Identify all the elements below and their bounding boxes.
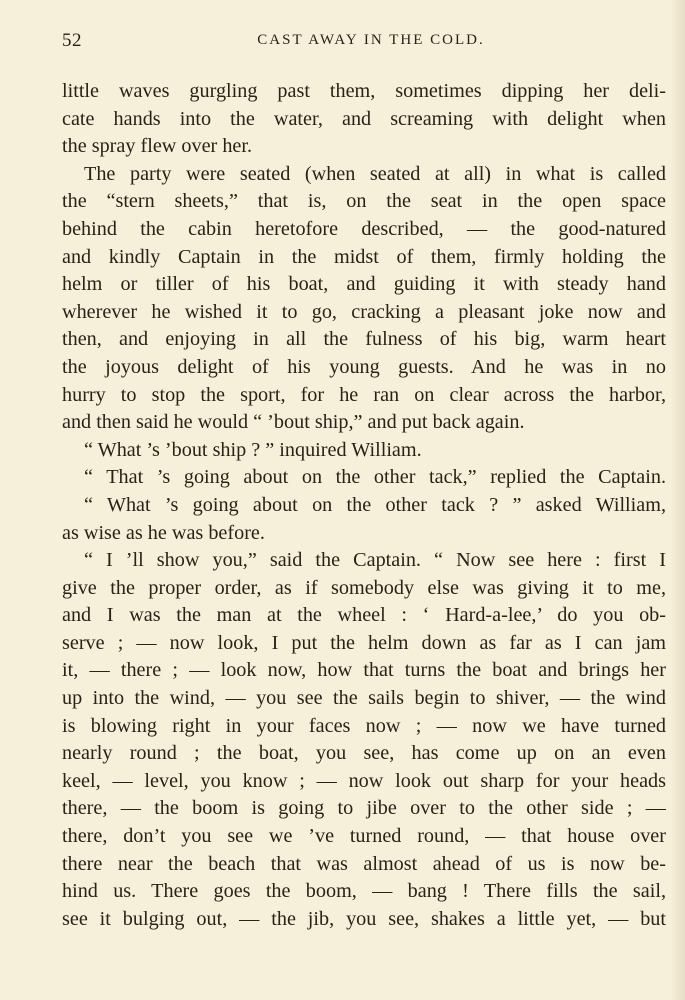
text-line: then, and enjoying in all the fulness of his big, warm heart [62,328,666,351]
text-line: there, don’t you see we ’ve turned round, — that house over [62,825,666,848]
text-line: give the proper order, as if somebody else was giving it to me, [62,576,666,599]
page-header [62,30,666,58]
text-line: there near the beach that was almost ahead of us is now be- [62,852,666,875]
page-edge-shadow [671,0,685,1000]
text-line: is blowing right in your faces now ; — now we have turned [62,714,666,737]
text-line: the joyous delight of his young guests. And he was in no [62,355,666,378]
running-head: CAST AWAY IN THE COLD. [257,32,485,48]
text-line: the “stern sheets,” that is, on the seat in the open space [62,190,666,213]
text-line: it, — there ; — look now, how that turns the boat and brings her [62,659,666,682]
text-line: and then said he would “ ’bout ship,” and put back again. [62,411,525,434]
text-line: The party were seated (when seated at all) in what is called [84,162,666,185]
text-line: as wise as he was before. [62,521,265,544]
text-line: “ What ’s ’bout ship ? ” inquired William. [84,438,422,461]
text-line: little waves gurgling past them, sometimes dipping her deli- [62,80,666,102]
text-line: up into the wind, — you see the sails begin to shiver, — the wind [62,687,666,710]
text-line: hurry to stop the sport, for he ran on clear across the harbor, [62,383,666,406]
text-line: and kindly Captain in the midst of them, firmly holding the [62,245,666,268]
text-line: there, — the boom is going to jibe over to the other side ; — [62,797,666,820]
text-line: hind us. There goes the boom, — bang ! There fills the sail, [62,880,666,903]
body-text [62,78,666,933]
text-line: “ I ’ll show you,” said the Captain. “ Now see here : first I [84,549,666,572]
text-line: serve ; — now look, I put the helm down as far as I can jam [62,631,666,654]
text-line: “ What ’s going about on the other tack ? ” asked William, [84,493,666,516]
text-line: behind the cabin heretofore described, — the good-natured [62,217,666,240]
text-line: helm or tiller of his boat, and guiding it with steady hand [62,273,666,296]
text-line: see it bulging out, — the jib, you see, shakes a little yet, — but [62,907,666,930]
text-line: keel, — level, you know ; — now look out sharp for your heads [62,769,666,792]
text-line: “ That ’s going about on the other tack,” replied the Captain. [84,466,666,489]
text-line: wherever he wished it to go, cracking a pleasant joke now and [62,300,666,323]
page-number: 52 [62,30,82,51]
text-line: cate hands into the water, and screaming with delight when [62,107,666,130]
text-line: and I was the man at the wheel : ‘ Hard-a-lee,’ do you ob- [62,604,666,627]
text-line: nearly round ; the boat, you see, has come up on an even [62,742,666,765]
text-line: the spray flew over her. [62,135,253,158]
